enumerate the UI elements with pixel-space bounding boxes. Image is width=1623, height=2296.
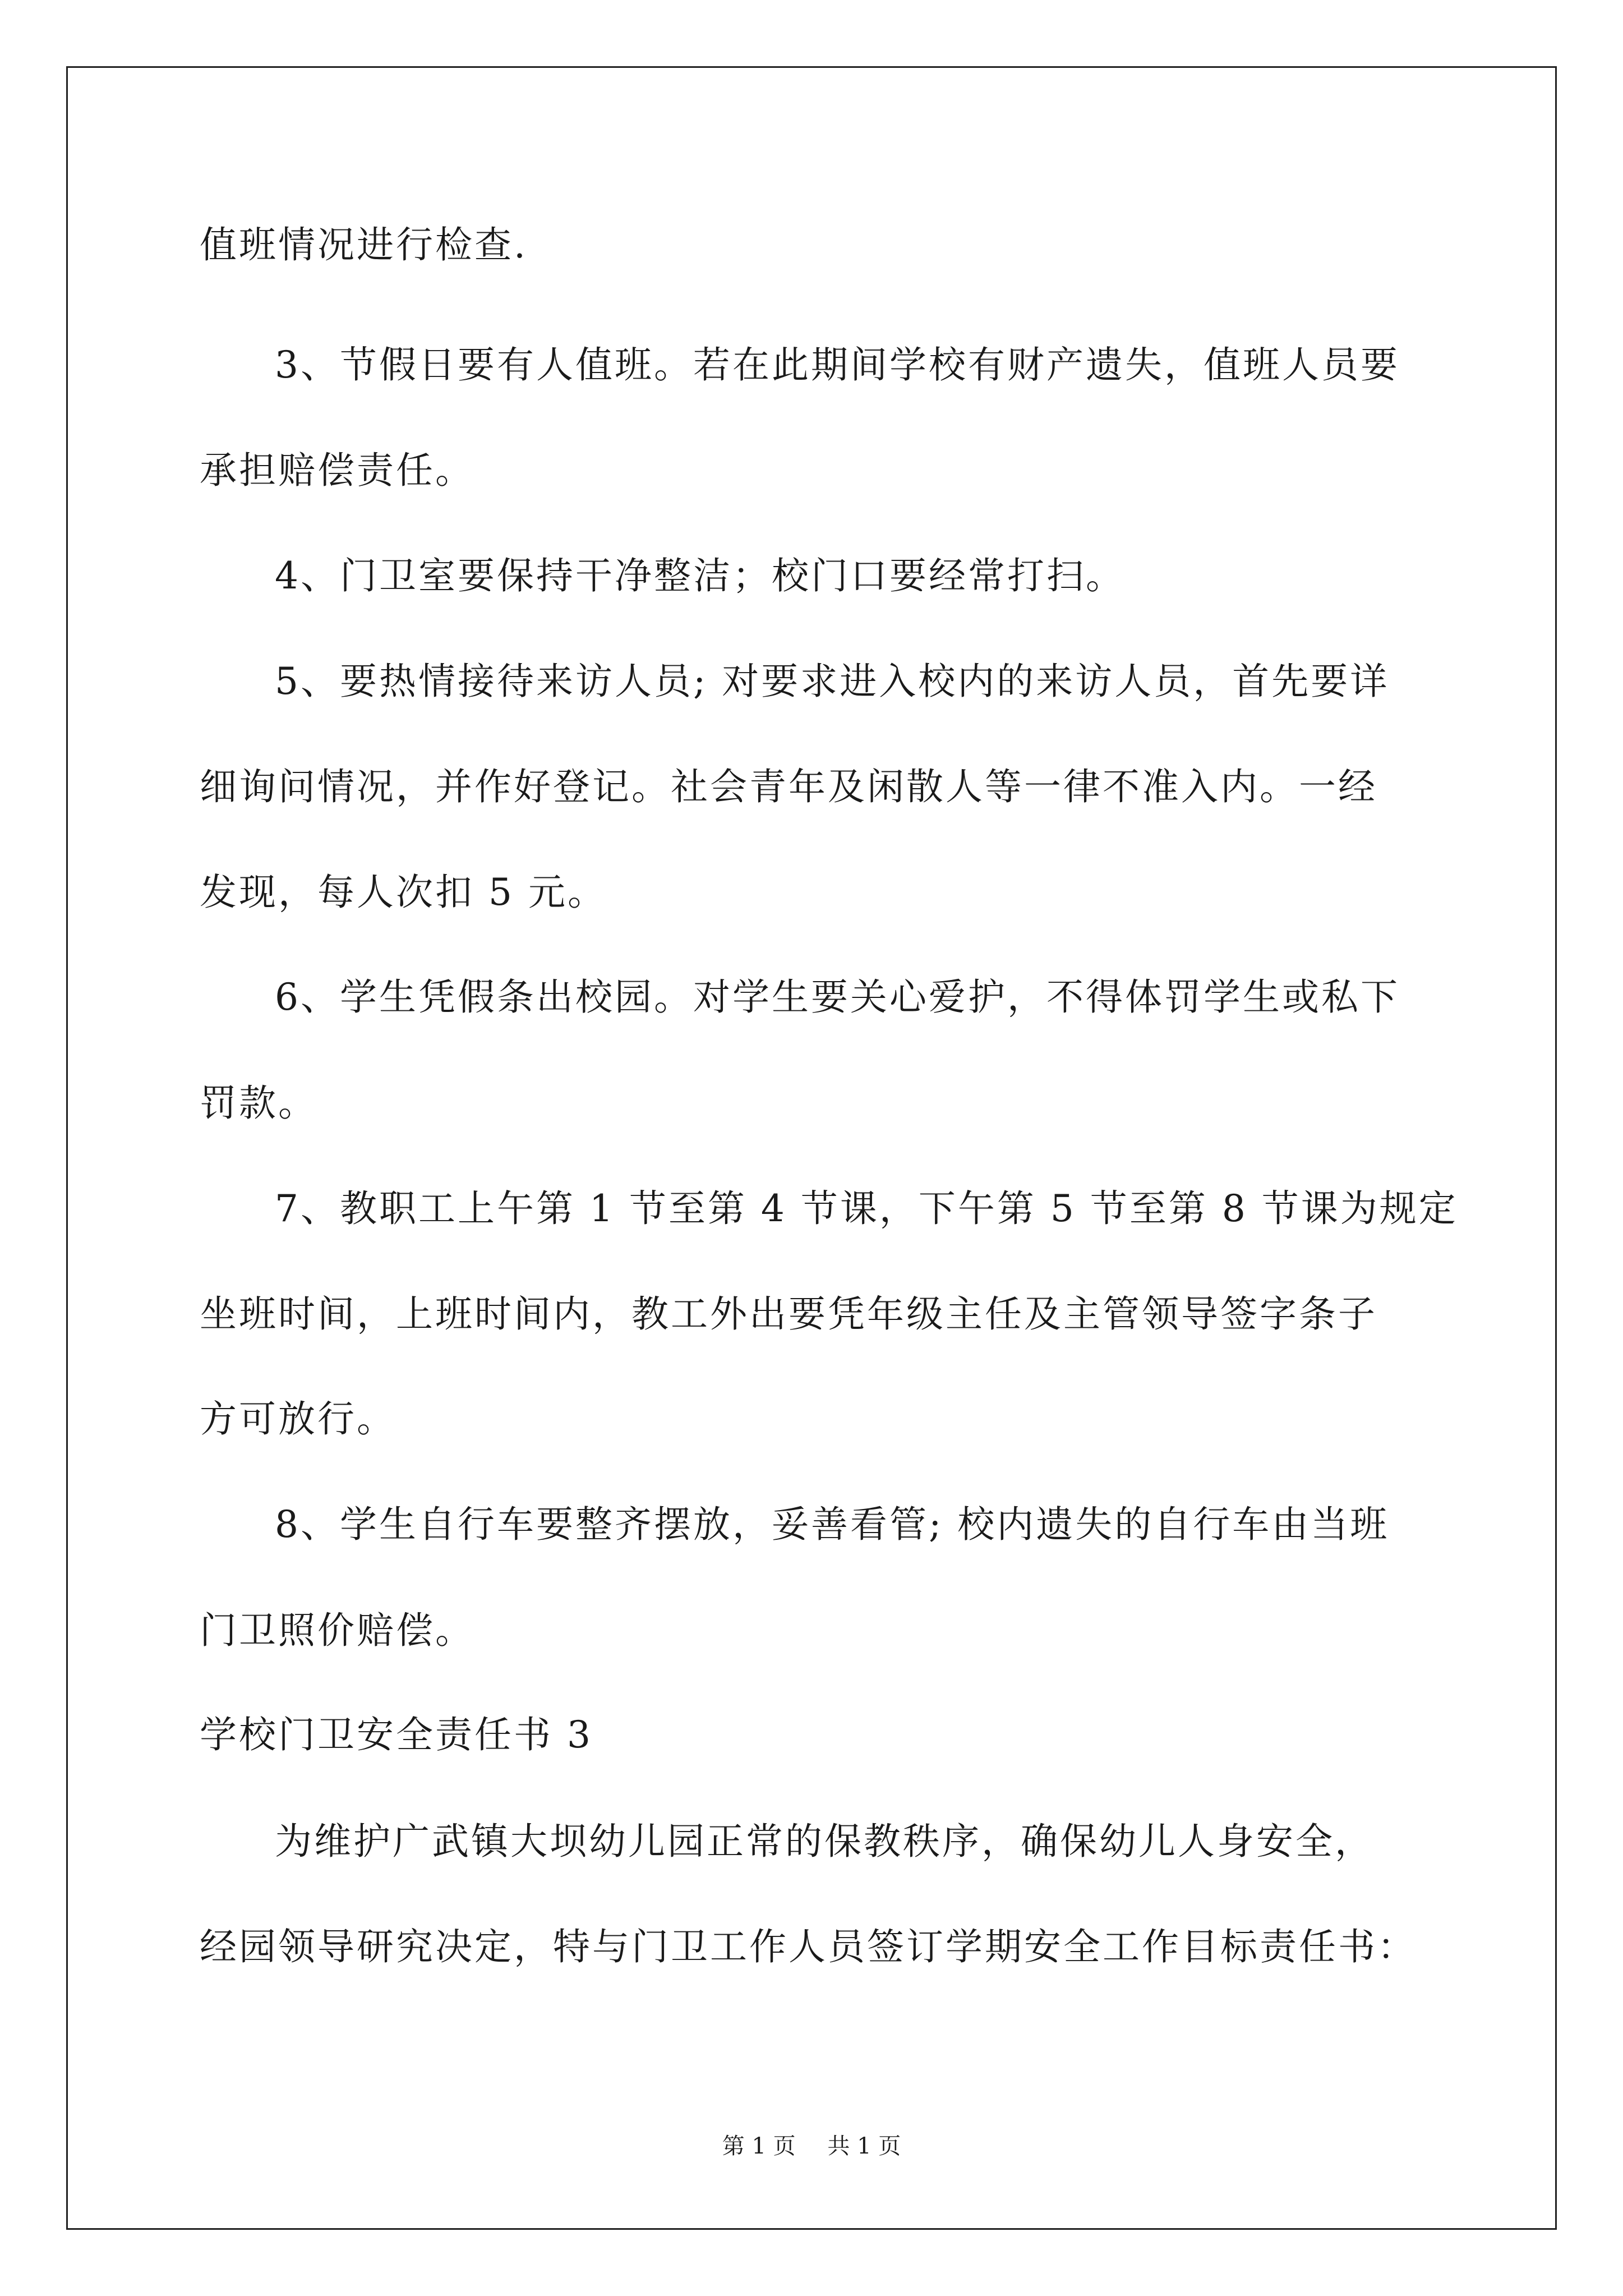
text-line: 值班情况进行检查. xyxy=(200,223,528,266)
text-line: 8、学生自行车要整齐摆放，妥善看管; 校内遗失的自行车由当班 xyxy=(275,1503,1390,1546)
text-line: 4、门卫室要保持干净整洁；校门口要经常打扫。 xyxy=(275,554,1125,597)
text-line: 为维护广武镇大坝幼儿园正常的保教秩序，确保幼儿人身安全， xyxy=(275,1820,1374,1863)
text-line: 罚款。 xyxy=(200,1082,317,1125)
page-border xyxy=(66,66,1557,2230)
text-line: 门卫照价赔偿。 xyxy=(200,1609,474,1652)
text-line: 6、学生凭假条出校园。对学生要关心爱护，不得体罚学生或私下 xyxy=(275,976,1400,1019)
text-line: 5、要热情接待来访人员; 对要求进入校内的来访人员，首先要详 xyxy=(275,660,1390,703)
text-line: 经园领导研究决定，特与门卫工作人员签订学期安全工作目标责任书： xyxy=(200,1925,1417,1968)
page-number: 第 1 页 xyxy=(722,2133,796,2159)
page-footer xyxy=(0,2135,1623,2157)
text-line: 承担赔偿责任。 xyxy=(200,449,474,492)
text-line: 细询问情况，并作好登记。社会青年及闲散人等一律不准入内。一经 xyxy=(200,765,1377,808)
text-line: 7、教职工上午第 1 节至第 4 节课，下午第 5 节至第 8 节课为规定 xyxy=(275,1187,1458,1230)
text-line: 坐班时间，上班时间内，教工外出要凭年级主任及主管领导签字条子 xyxy=(200,1292,1377,1336)
text-line: 方可放行。 xyxy=(200,1397,396,1441)
section-heading: 学校门卫安全责任书 3 xyxy=(200,1713,593,1756)
text-line: 3、节假日要有人值班。若在此期间学校有财产遗失，值班人员要 xyxy=(275,343,1400,386)
page-total: 共 1 页 xyxy=(827,2133,901,2159)
text-line: 发现，每人次扣 5 元。 xyxy=(200,871,607,914)
